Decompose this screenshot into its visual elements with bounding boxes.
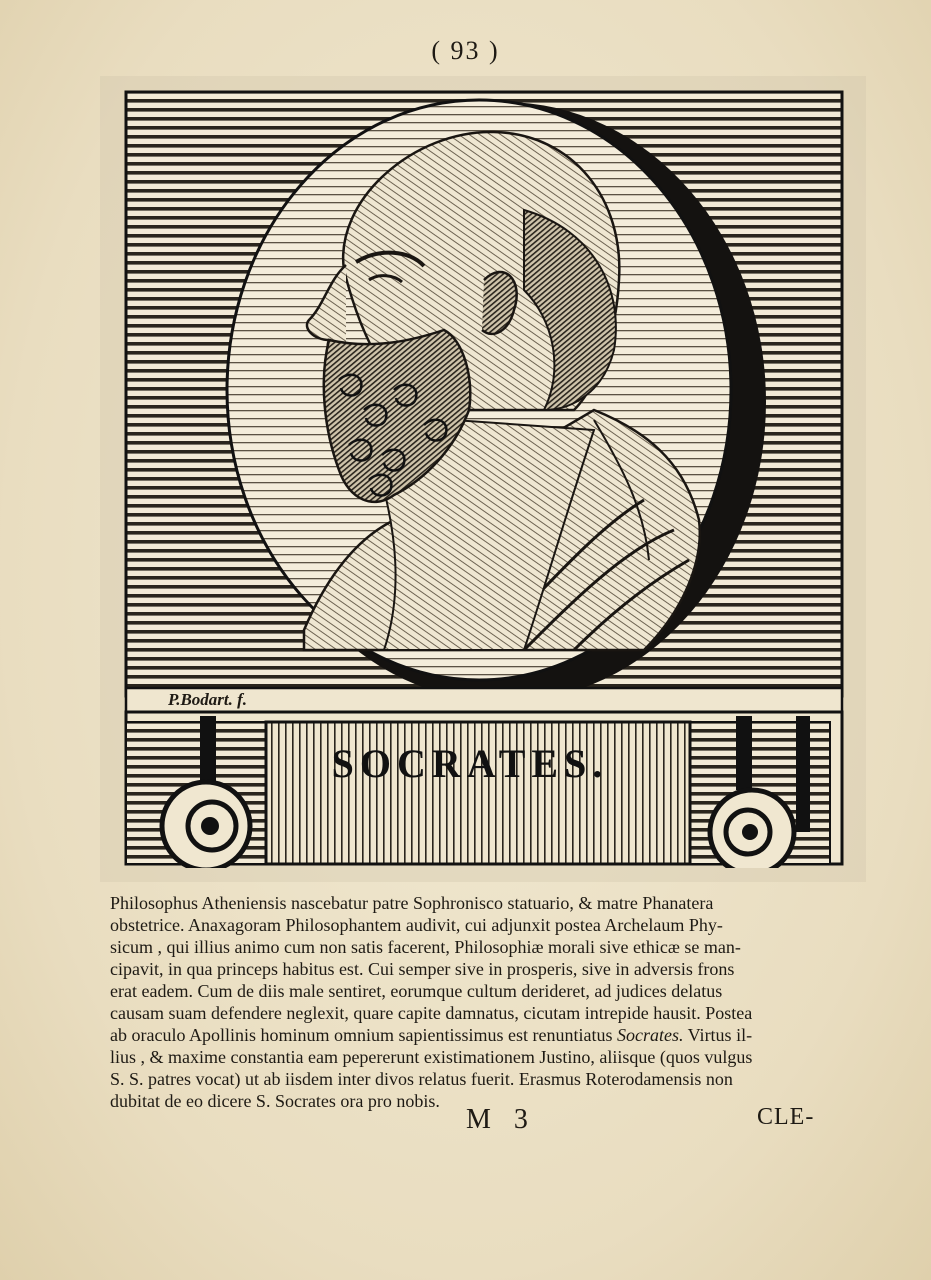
bio-line: sicum , qui illius animo cum non satis facerent, Philosophiæ morali sive ethicæ se man- xyxy=(110,937,741,957)
bio-line: S. S. patres vocat) ut ab iisdem inter divos relatus fuerit. Erasmus Roterodamensis non xyxy=(110,1069,733,1089)
catchword: CLE- xyxy=(757,1104,815,1130)
bio-line: Philosophus Atheniensis nascebatur patre Sophronisco statuario, & matre Phanatera xyxy=(110,893,714,913)
bio-line: lius , & maxime constantia eam pepererunt existimationem Justino, aliisque (quos vulgus xyxy=(110,1047,753,1067)
bio-line xyxy=(110,1024,838,1046)
biography-paragraph xyxy=(110,892,838,1112)
engraver-signature: P.Bodart. f. xyxy=(168,690,248,709)
bio-line: causam suam defendere neglexit, quare capite damnatus, cicutam intrepide hausit. Postea xyxy=(110,1003,753,1023)
plate-title: SOCRATES. xyxy=(331,741,609,786)
bio-line: obstetrice. Anaxagoram Philosophantem audivit, cui adjunxit postea Archelaum Phy- xyxy=(110,915,723,935)
page-number: ( 93 ) xyxy=(431,36,500,65)
signature-mark: M 3 xyxy=(466,1104,536,1135)
bio-line-text: ab oraculo Apollinis hominum omnium sapientissimus est renuntiatus xyxy=(110,1025,613,1045)
bio-line: dubitat de eo dicere S. Socrates ora pro nobis. xyxy=(110,1091,440,1111)
bio-line: cipavit, in qua princeps habitus est. Cui semper sive in prosperis, sive in adversis frons xyxy=(110,959,735,979)
bio-line-italic: Socrates. xyxy=(616,1025,684,1045)
bio-line-tail: Virtus il- xyxy=(683,1025,753,1045)
bio-line: erat eadem. Cum de diis male sentiret, eorumque cultum derideret, ad judices delatus xyxy=(110,981,723,1001)
